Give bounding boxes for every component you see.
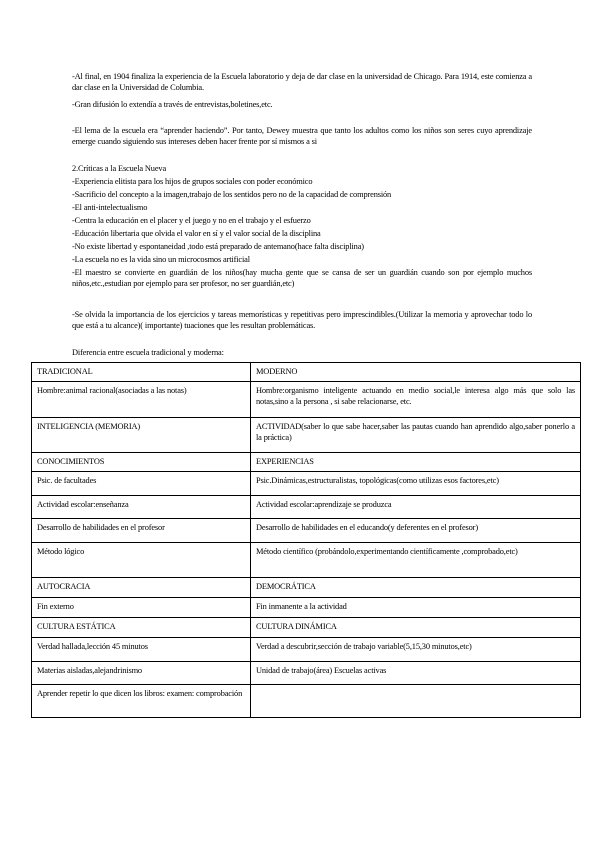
table-cell: Actividad escolar:enseñanza (32, 496, 251, 519)
table-row (32, 382, 581, 418)
paragraph-chicago: -Al final, en 1904 finaliza la experiencia de la Escuela laboratorio y deja de dar clase en la universidad de Chicago. Para 1914, este comienza a dar clase en la Universidad de Columbia. (72, 72, 532, 93)
comparison-table (31, 362, 581, 718)
critica-item: -La escuela no es la vida sino un microcosmos artificial (72, 255, 250, 264)
table-header-moderno: MODERNO (251, 363, 581, 382)
table-cell: CULTURA DINÁMICA (251, 618, 581, 638)
table-cell: Verdad a descubrir,sección de trabajo variable(5,15,30 minutos,etc) (251, 638, 581, 662)
table-cell: INTELIGENCIA (MEMORIA) (32, 418, 251, 453)
table-cell: Fin inmanente a la actividad (251, 598, 581, 618)
critica-item: -Centra la educación en el placer y el juego y no en el trabajo y el esfuerzo (72, 216, 311, 225)
critica-item: -Educación libertaria que olvida el valor en sí y el valor social de la disciplina (72, 229, 321, 238)
table-cell: Unidad de trabajo(área) Escuelas activas (251, 662, 581, 685)
table-caption: Diferencia entre escuela tradicional y moderna: (72, 348, 224, 357)
table-cell: CONOCIMIENTOS (32, 453, 251, 472)
critica-item: -No existe libertad y espontaneidad ,todo está preparado de antemano(hace falta disciplina) (72, 242, 364, 251)
critica-item: -El anti-intelectualismo (72, 203, 148, 212)
paragraph-lema: -El lema de la escuela era “aprender haciendo”. Por tanto, Dewey muestra que tanto los adultos como los niños son seres cuyo aprendizaje emerge cuando siguiendo sus intereses deben hacer frente por sí mismos a si (72, 126, 532, 147)
table-header-tradicional: TRADICIONAL (32, 363, 251, 382)
table-row (32, 418, 581, 453)
critica-item: -El maestro se convierte en guardián de los niños(hay mucha gente que se cansa de ser un guardián cuando son por ejemplo muchos niños,etc.,estudian por ejemplo para ser profesor, no ser guardián,etc) (72, 268, 532, 289)
section-title-criticas: 2.Críticas a la Escuela Nueva (72, 164, 167, 173)
table-cell: Fin externo (32, 598, 251, 618)
table-cell: Verdad hallada,lección 45 minutos (32, 638, 251, 662)
table-row (32, 638, 581, 662)
table-cell: AUTOCRACIA (32, 578, 251, 598)
table-cell: Desarrollo de habilidades en el profesor (32, 519, 251, 543)
critica-item: -Sacrificio del concepto a la imagen,trabajo de los sentidos pero no de la capacidad de comprensión (72, 190, 392, 199)
table-cell: Hombre:organismo inteligente actuando en medio social,le interesa algo más que solo las notas,sino a la persona , si sabe relacionarse, etc. (251, 382, 581, 418)
table-cell: Psic.Dinámicas,estructuralistas, topológicas(como utilizas esos factores,etc) (251, 472, 581, 496)
table-row (32, 453, 581, 472)
table-row (32, 578, 581, 598)
table-cell: CULTURA ESTÁTICA (32, 618, 251, 638)
table-row (32, 598, 581, 618)
table-row (32, 685, 581, 718)
table-cell (251, 685, 581, 718)
table-cell: Método científico (probándolo,experimentando científicamente ,comprobado,etc) (251, 543, 581, 578)
paragraph-memoria: -Se olvida la importancia de los ejercicios y tareas memorísticas y repetitivas pero imprescindibles.(Utilizar la memoria y aprovechar todo lo que está a tu alcance)( importante) tuaciones que les resultan problemáticas. (72, 310, 532, 331)
table-row (32, 543, 581, 578)
table-row (32, 496, 581, 519)
table-cell: Hombre:animal racional(asociadas a las notas) (32, 382, 251, 418)
table-cell: Método lógico (32, 543, 251, 578)
table-row (32, 618, 581, 638)
table-cell: Materias aisladas,alejandrinismo (32, 662, 251, 685)
table-cell: Actividad escolar:aprendizaje se produzca (251, 496, 581, 519)
paragraph-difusion: -Gran difusión lo extendía a través de entrevistas,boletines,etc. (72, 100, 273, 109)
table-cell: DEMOCRÁTICA (251, 578, 581, 598)
table-cell: EXPERIENCIAS (251, 453, 581, 472)
table-row (32, 662, 581, 685)
table-row (32, 363, 581, 382)
table-row (32, 519, 581, 543)
critica-item: -Experiencia elitista para los hijos de grupos sociales con poder económico (72, 177, 313, 186)
table-cell: Psic. de facultades (32, 472, 251, 496)
table-row (32, 472, 581, 496)
table-cell: Aprender repetir lo que dicen los libros: examen: comprobación (32, 685, 251, 718)
table-cell: ACTIVIDAD(saber lo que sabe hacer,saber las pautas cuando han aprendido algo,saber ponerlo a la práctica) (251, 418, 581, 453)
table-cell: Desarrollo de habilidades en el educando(y deferentes en el profesor) (251, 519, 581, 543)
